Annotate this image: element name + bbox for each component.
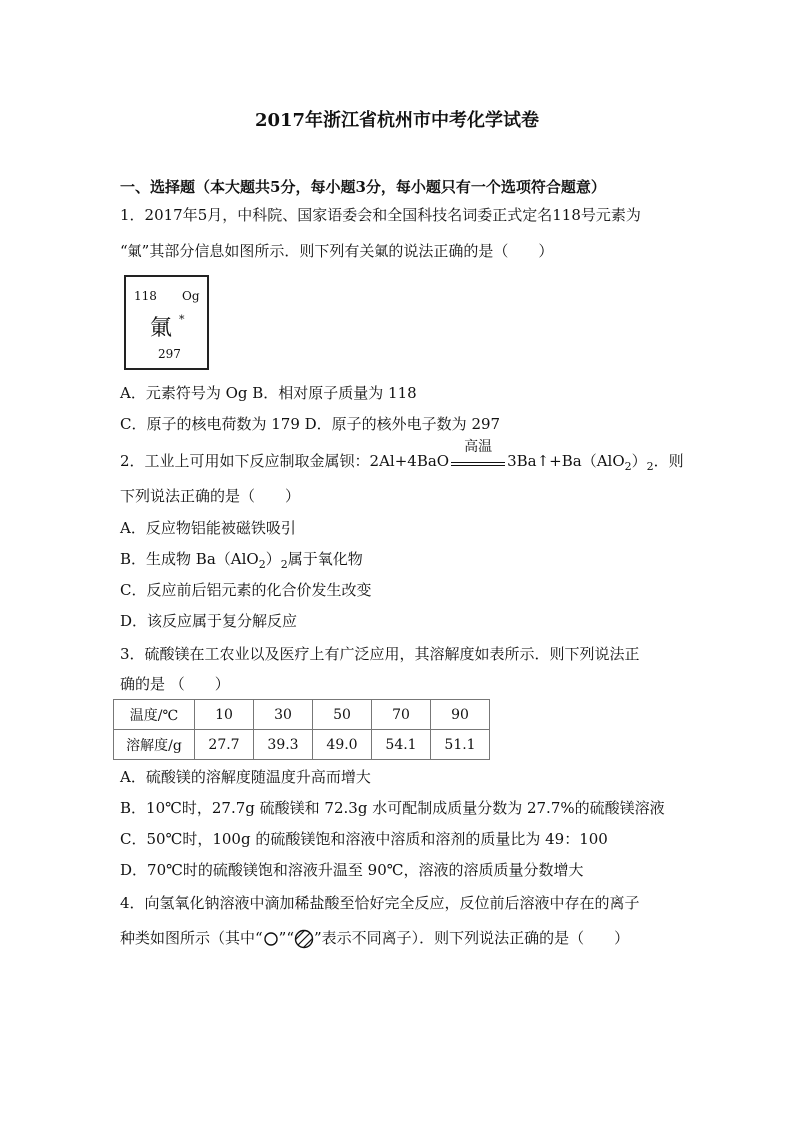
q1-quote-open: “ <box>120 242 128 260</box>
q1-stem-line1: 1．2017年5月，中科院、国家语委会和全国科技名词委正式定名118号元素为 <box>120 206 641 224</box>
q4-stem-end: ”表示不同离子）．则下列说法正确的是（ ） <box>314 929 630 947</box>
reaction-condition: 高温 <box>464 439 493 455</box>
element-card-mass: 297 <box>158 347 181 361</box>
q4-stem-sep: ”“ <box>278 929 295 947</box>
table-cell: 30 <box>254 700 313 730</box>
q2-reactants: 2．工业上可用如下反应制取金属钡：2Al+4BaO <box>120 452 450 470</box>
table-cell: 90 <box>431 700 490 730</box>
q4-stem-line2 <box>120 928 629 949</box>
q2-subscript: 2 <box>624 460 632 473</box>
q2-option-d: D．该反应属于复分解反应 <box>120 612 298 630</box>
table-cell: 39.3 <box>254 730 313 760</box>
table-cell: 10 <box>195 700 254 730</box>
q3-option-b: B．10℃时，27.7g 硫酸镁和 72.3g 水可配制成质量分数为 27.7%的硫酸镁溶液 <box>120 799 665 817</box>
q2-option-c: C．反应前后铝元素的化合价发生改变 <box>120 581 372 599</box>
q1-stem-text: ”其部分信息如图所示．则下列有关 <box>141 242 375 260</box>
q2-option-b-paren: ） <box>265 550 281 568</box>
reaction-equals-sign <box>451 439 505 471</box>
ion-hatched-circle-icon <box>294 929 314 949</box>
q1-options-ab: A．元素符号为 Og B．相对原子质量为 118 <box>120 384 417 402</box>
table-cell: 50 <box>313 700 372 730</box>
q3-stem-line2: 确的是 （ ） <box>120 675 230 693</box>
ion-circle-icon <box>263 931 279 947</box>
element-name-glyph-2: 氭 <box>374 244 389 260</box>
element-card-symbol: Og <box>182 289 200 303</box>
solubility-table <box>113 699 490 760</box>
q4-stem-line1: 4．向氢氧化钠溶液中滴加稀盐酸至恰好完全反应，反位前后溶液中存在的离子 <box>120 894 640 912</box>
q2-option-b <box>120 549 363 575</box>
element-card-star: * <box>179 313 185 326</box>
table-row <box>114 700 490 730</box>
q2-option-b-sub: 2 <box>258 558 266 571</box>
q2-subscript-2: 2 <box>646 460 654 473</box>
table-cell: 27.7 <box>195 730 254 760</box>
element-card-name: 氭 <box>150 316 173 341</box>
q1-stem-line2 <box>120 241 553 262</box>
page-title: 2017年浙江省杭州市中考化学试卷 <box>254 110 540 131</box>
table-header-cell: 温度/℃ <box>114 700 195 730</box>
q2-stem-line1 <box>120 439 684 477</box>
q3-option-a: A．硫酸镁的溶解度随温度升高而增大 <box>120 768 371 786</box>
q3-stem-line1: 3．硫酸镁在工农业以及医疗上有广泛应用，其溶解度如表所示．则下列说法正 <box>120 645 640 663</box>
q2-option-a: A．反应物铝能被磁铁吸引 <box>120 519 296 537</box>
table-cell: 70 <box>372 700 431 730</box>
element-card-number: 118 <box>134 289 157 303</box>
element-name-glyph: 氭 <box>127 244 142 260</box>
q2-then: ．则 <box>653 452 684 470</box>
q3-option-c: C．50℃时，100g 的硫酸镁饱和溶液中溶质和溶剂的质量比为 49：100 <box>120 830 608 848</box>
q2-option-b-text: B．生成物 Ba（AlO <box>120 550 259 568</box>
table-cell: 54.1 <box>372 730 431 760</box>
section-heading: 一、选择题（本大题共5分，每小题3分，每小题只有一个选项符合题意） <box>120 178 606 196</box>
q2-stem-line2: 下列说法正确的是（ ） <box>120 487 301 505</box>
table-cell: 51.1 <box>431 730 490 760</box>
table-cell: 49.0 <box>313 730 372 760</box>
q2-products: 3Ba↑+Ba（AlO <box>507 452 625 470</box>
q1-stem-end: 的说法正确的是（ ） <box>388 242 554 260</box>
element-card <box>124 275 209 370</box>
q2-option-b-end: 属于氧化物 <box>287 550 363 568</box>
q2-option-b-sub2: 2 <box>280 558 288 571</box>
table-header-cell: 溶解度/g <box>114 730 195 760</box>
q2-paren: ） <box>631 452 647 470</box>
q1-options-cd: C．原子的核电荷数为 179 D．原子的核外电子数为 297 <box>120 415 501 433</box>
table-row <box>114 730 490 760</box>
q3-option-d: D．70℃时的硫酸镁饱和溶液升温至 90℃，溶液的溶质质量分数增大 <box>120 861 584 879</box>
q4-stem-text: 种类如图所示（其中“ <box>120 929 263 947</box>
